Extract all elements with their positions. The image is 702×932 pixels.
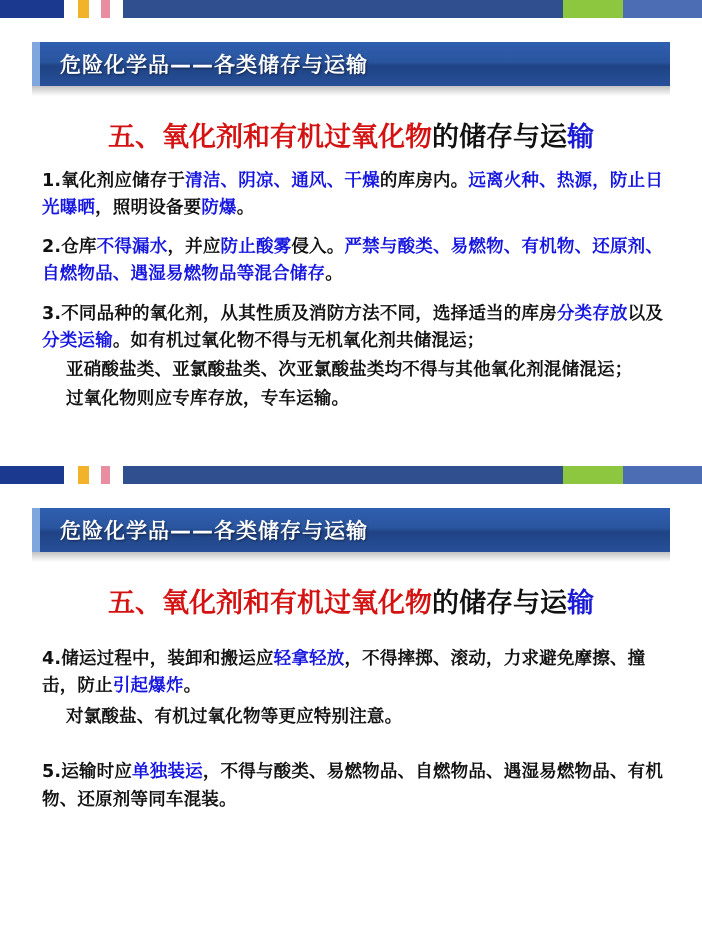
strip-segment-blue-2	[623, 466, 702, 484]
heading-part2-1: 的储存与运	[432, 122, 567, 153]
text-run: 严禁与酸类、易燃物、有机物、还原剂、自燃物品、遇湿易燃物品等混合储存	[42, 237, 664, 285]
text-run: 过氧化物则应专库存放，专车运输。	[66, 388, 350, 409]
text-run: 1.氧化剂应储存于	[42, 171, 186, 191]
heading-part2-2: 的储存与运	[432, 588, 567, 619]
text-run: 防爆	[201, 198, 237, 219]
strip-segment-yellow	[78, 0, 89, 18]
paragraph-8	[42, 759, 672, 813]
strip-segment-pink	[101, 0, 110, 18]
text-run: 远离火种、热源，防止日光曝晒	[42, 171, 664, 219]
strip-segment-blue-2	[623, 0, 702, 18]
paragraph-5	[42, 386, 672, 413]
text-run: 4.储运过程中，装卸和搬运应	[42, 649, 274, 669]
text-run: 分类存放	[556, 303, 628, 324]
text-run: ，照明设备要	[95, 198, 202, 219]
text-run: 轻拿轻放	[273, 649, 345, 669]
strip-segment-yellow	[78, 466, 89, 484]
paragraph-7	[42, 704, 672, 731]
text-run: 分类运输	[42, 330, 113, 351]
text-run: 。	[183, 676, 202, 697]
strip-segment-green	[563, 466, 623, 484]
top-color-strip-1	[0, 0, 702, 18]
banner-accent-bar-1	[32, 42, 40, 86]
banner-shadow-2	[32, 552, 670, 562]
section-heading-1	[0, 115, 702, 154]
slide-body-2	[42, 646, 672, 826]
text-run: 。如有机过氧化物不得与无机氧化剂共储混运；	[112, 330, 485, 351]
strip-segment-white-2	[89, 0, 101, 18]
strip-segment-navy	[0, 466, 64, 484]
text-run: ，不得与酸类、易燃物品、自燃物品、遇湿易燃物品、有机物、还原剂等同车混装。	[42, 762, 664, 810]
text-run: 5.运输时应	[42, 762, 133, 783]
banner-title-2: 危险化学品——各类储存与运输	[60, 519, 368, 543]
text-run: 以及	[627, 303, 664, 324]
banner-shadow-1	[32, 86, 670, 96]
heading-part3-2: 输	[567, 588, 594, 619]
strip-segment-navy	[0, 0, 64, 18]
heading-part3-1: 输	[567, 122, 594, 153]
banner-title-1: 危险化学品——各类储存与运输	[60, 53, 368, 77]
strip-segment-white-1	[64, 466, 78, 484]
strip-segment-white-2	[89, 466, 101, 484]
strip-segment-white-3	[110, 0, 123, 18]
slide-2	[0, 466, 702, 932]
text-run: 引起爆炸	[112, 676, 184, 697]
strip-segment-blue	[123, 0, 563, 18]
paragraph-4	[42, 357, 672, 384]
paragraph-3	[42, 301, 672, 355]
banner-accent-bar-2	[32, 508, 40, 552]
strip-segment-blue	[123, 466, 563, 484]
paragraph-2	[42, 234, 672, 288]
text-run: 。	[236, 198, 255, 219]
top-color-strip-2	[0, 466, 702, 484]
text-run: 3.不同品种的氧化剂，从其性质及消防方法不同，选择适当的库房	[42, 303, 557, 324]
text-run: 侵入。	[291, 237, 345, 258]
text-run: ，并应	[167, 237, 221, 258]
strip-segment-pink	[101, 466, 110, 484]
paragraph-6	[42, 646, 672, 700]
heading-part1-2: 五、氧化剂和有机过氧化物	[108, 588, 432, 619]
text-run: ，不得摔掷、滚动，力求避免摩擦、撞击，防止	[42, 649, 646, 697]
text-run: 不得漏水	[96, 237, 168, 258]
banner-2	[32, 508, 670, 552]
text-run: 亚硝酸盐类、亚氯酸盐类、次亚氯酸盐类均不得与其他氧化剂混储混运；	[66, 359, 633, 380]
strip-segment-white-3	[110, 466, 123, 484]
slide-body-1	[42, 168, 672, 425]
strip-segment-white-1	[64, 0, 78, 18]
text-run: 的库房内。	[379, 171, 469, 191]
strip-segment-green	[563, 0, 623, 18]
text-run: 单独装运	[132, 762, 203, 783]
paragraph-1	[42, 168, 672, 222]
text-run: 对氯酸盐、有机过氧化物等更应特别注意。	[66, 707, 403, 728]
text-run: 2.仓库	[42, 237, 97, 258]
heading-part1-1: 五、氧化剂和有机过氧化物	[108, 122, 432, 153]
text-run: 防止酸雾	[220, 237, 292, 258]
text-run: 清洁、阴凉、通风、干燥	[185, 171, 380, 191]
text-run: 。	[325, 264, 343, 285]
section-heading-2	[0, 581, 702, 620]
banner-1	[32, 42, 670, 86]
